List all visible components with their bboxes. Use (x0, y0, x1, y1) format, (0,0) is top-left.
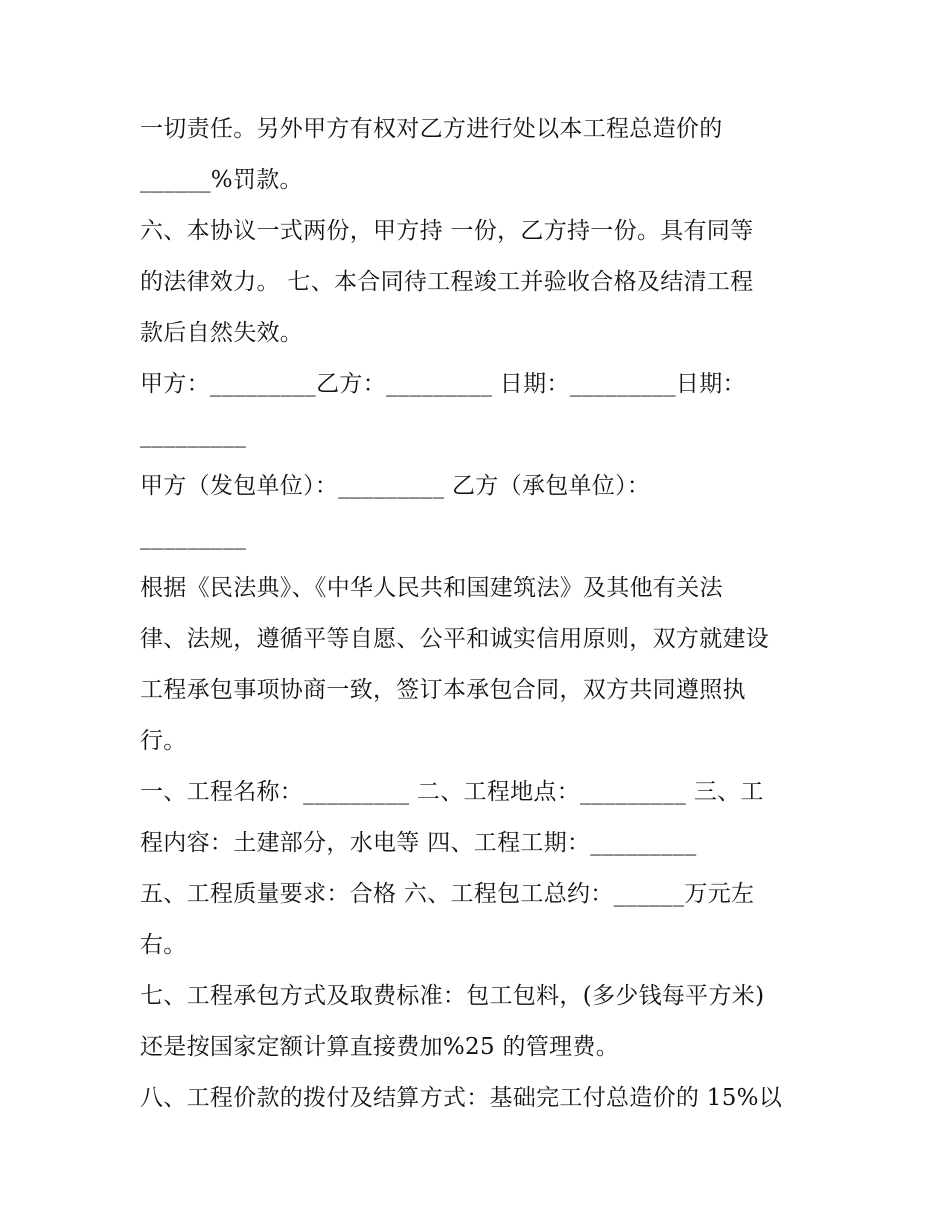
text-line-11: 律、法规，遵循平等自愿、公平和诚实信用原则，双方就建设 (140, 626, 770, 652)
text-line-19: 还是按国家定额计算直接费加%25 的管理费。 (140, 1034, 620, 1060)
text-line-7: _________ (140, 422, 247, 448)
text-line-1: 一切责任。另外甲方有权对乙方进行处以本工程总造价的 (140, 116, 723, 142)
text-line-4: 的法律效力。 七、本合同待工程竣工并验收合格及结清工程 (140, 269, 754, 295)
text-line-6: 甲方：_________乙方：_________ 日期：_________日期： (140, 371, 746, 397)
text-line-3: 六、本协议一式两份，甲方持 一份，乙方持一份。具有同等 (140, 218, 754, 244)
text-line-8: 甲方（发包单位）：_________ 乙方（承包单位）： (140, 473, 651, 499)
text-line-2: ______%罚款。 (140, 167, 303, 193)
text-line-13: 行。 (140, 728, 187, 754)
text-line-16: 五、工程质量要求：合格 六、工程包工总约：______万元左 (140, 881, 755, 907)
text-line-18: 七、工程承包方式及取费标准：包工包料，(多少钱每平方米) (140, 983, 765, 1009)
text-line-15: 程内容：土建部分，水电等 四、工程工期：_________ (140, 830, 697, 856)
text-line-5: 款后自然失效。 (140, 320, 304, 346)
document-body (140, 104, 830, 1124)
text-line-14: 一、工程名称：_________ 二、工程地点：_________ 三、工 (140, 779, 764, 805)
text-line-9: _________ (140, 524, 247, 550)
text-line-10: 根据《民法典》、《中华人民共和国建筑法》及其他有关法 (140, 575, 723, 601)
text-line-20: 八、工程价款的拨付及结算方式：基础完工付总造价的 15%以 (140, 1085, 783, 1111)
text-line-12: 工程承包事项协商一致，签订本承包合同，双方共同遵照执 (140, 677, 746, 703)
text-line-17: 右。 (140, 932, 187, 958)
